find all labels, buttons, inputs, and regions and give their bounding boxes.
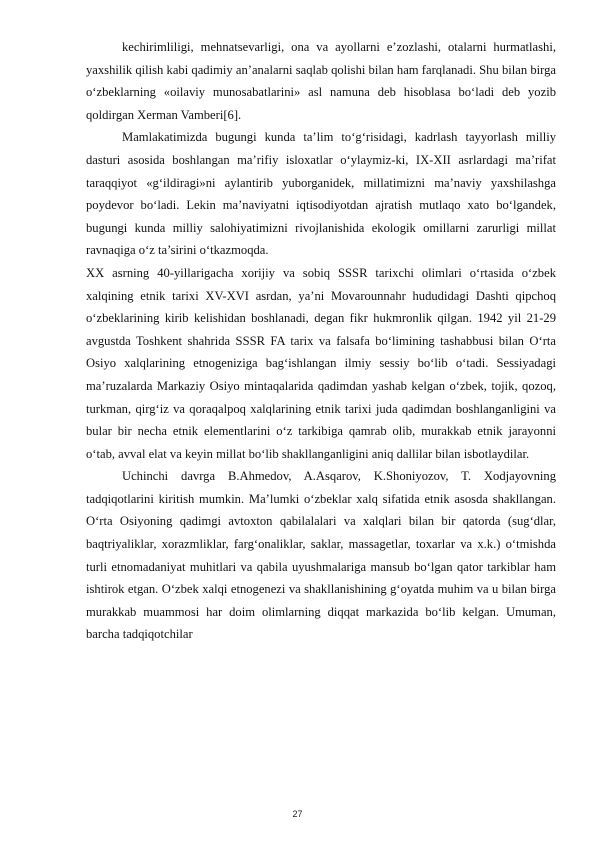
body-text <box>86 36 556 646</box>
paragraph: Mamlakatimizda bugungi kunda ta’lim to‘g‘risidagi, kadrlash tayyorlash milliy dasturi asosida boshlangan ma’rifiy isloxatlar o‘ylaymiz-ki, IX-XII asrlardagi ma’rifat taraqqiyot «g‘ildiragi»ni aylantirib yuborganidek, millatimizni ma’naviy yaxshilashga poydevor bo‘ladi. Lekin ma’naviyatni iqtisodiyotdan ajratish mutlaqo xato bo‘lgandek, bugungi kunda milliy salohiyatimizni rivojlanishida ekologik omillarni zarurligi millat ravnaqiga o‘z ta’sirini o‘tkazmoqda. <box>86 130 556 258</box>
paragraph: Uchinchi davrga B.Ahmedov, A.Asqarov, K.Shoniyozov, T. Xodjayovning tadqiqotlarini kiritish mumkin. Ma’lumki o‘zbeklar xalq sifatida etnik asosda shakllangan. O‘rta Osiyoning qadimgi avtoxton qabilalalari va xalqlari bilan bir qatorda (sug‘dlar, baqtriyaliklar, xorazmliklar, farg‘onaliklar, saklar, massagetlar, toxarlar va x.k.) o‘tmishda turli etnomadaniyat muhitlari va qabila uyushmalariga mansub bo‘lgan qator tarkiblar ham ishtirok etgan. O‘zbek xalqi etnogenezi va shakllanishining g‘oyatda muhim va u bilan birga murakkab muammosi har doim olimlarning diqqat markazida bo‘lib kelgan. Umuman, barcha tadqiqotchilar <box>86 469 556 642</box>
paragraph: kechirimliligi, mehnatsevarligi, ona va ayollarni e’zozlashi, otalarni hurmatlashi, yaxshilik qilish kabi qadimiy an’analarni saqlab qolishi bilan ham farqlanadi. Shu bilan birga o‘zbeklarning «oilaviy munosabatlarini» asl namuna deb hisoblasa bo‘ladi deb yozib qoldirgan Xerman Vamberi[6]. <box>86 40 556 122</box>
page-number: 27 <box>292 809 303 819</box>
paragraph: XX asrning 40-yillarigacha xorijiy va sobiq SSSR tarixchi olimlari o‘rtasida o‘zbek xalqining etnik tarixi XV-XVI asrdan, ya’ni Movarounnahr hududidagi Dashti qipchoq o‘zbeklarining kirib kelishidan boshlanadi, degan fikr hukmronlik qilgan. 1942 yil 21-29 avgustda Toshkent shahrida SSSR FA tarix va falsafa bo‘limining tashabbusi bilan O‘rta Osiyo xalqlarining etnogeniziga bag‘ishlangan ilmiy sessiy bo‘lib o‘tadi. Sessiyadagi ma’ruzalarda Markaziy Osiyo mintaqalarida qadimdan yashab kelgan o‘zbek, tojik, qozoq, turkman, qirg‘iz va qoraqalpoq xalqlarining etnik tarixi juda qadimdan boshlanganligini va bular bir necha etnik elementlarini o‘z tarkibiga qamrab olib, murakkab etnik jarayonni o‘tab, avval elat va keyin millat bo‘lib shakllanganligini aniq dallilar bilan isbotlaydilar. <box>86 265 556 461</box>
